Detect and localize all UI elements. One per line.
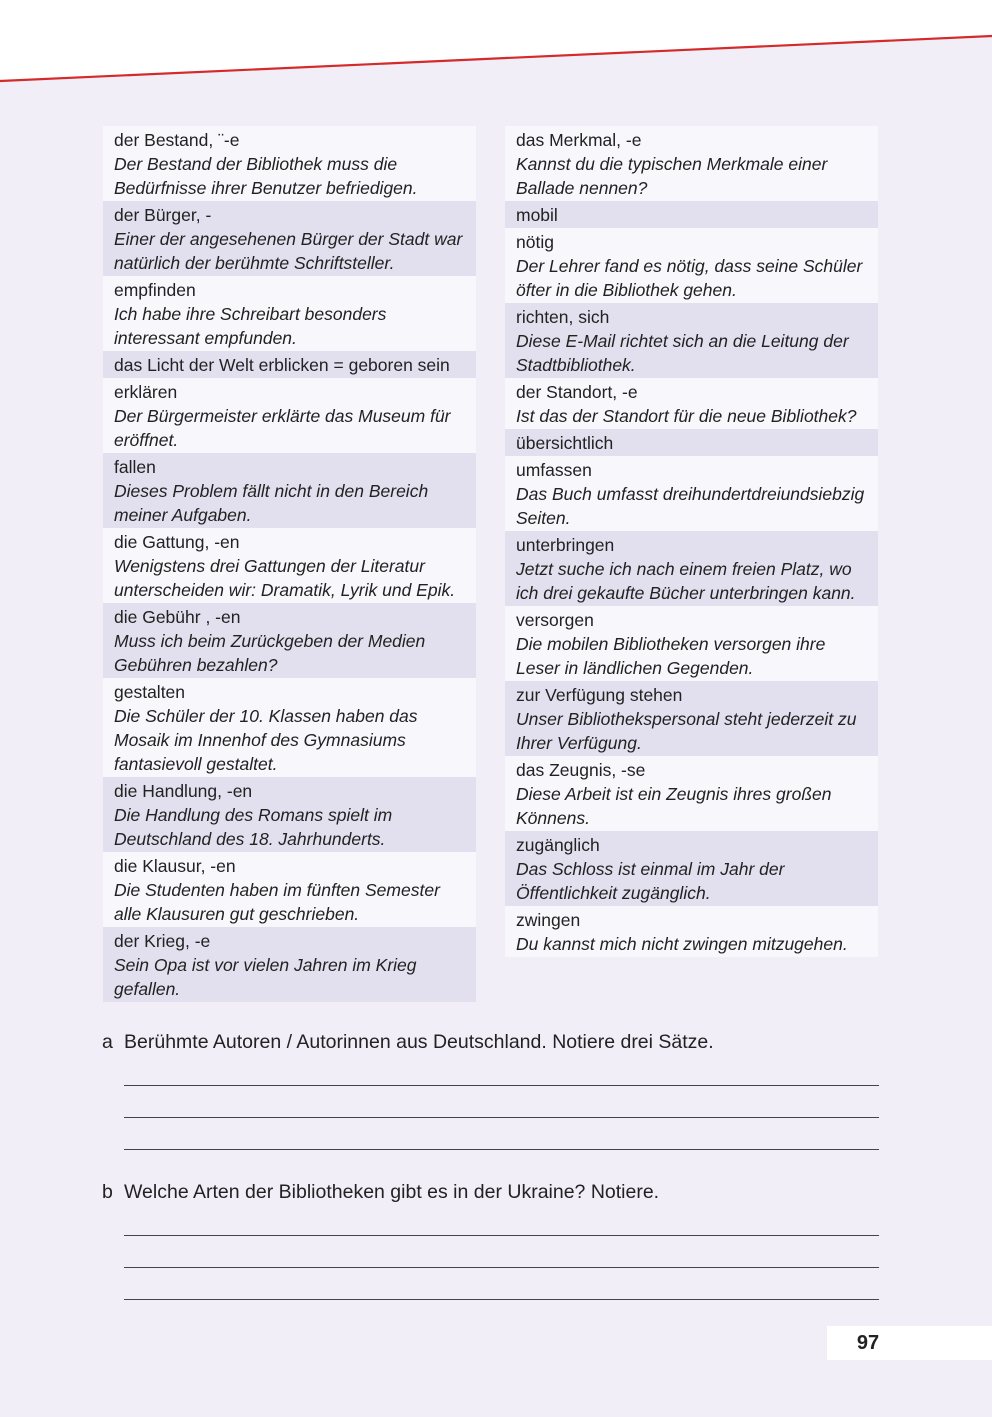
vocab-entry: [505, 756, 878, 831]
vocab-headword: die Handlung, -en: [114, 781, 253, 801]
vocab-headword: fallen: [114, 457, 156, 477]
vocab-entry: [103, 276, 476, 351]
task-letter: a: [102, 1031, 113, 1053]
answer-line[interactable]: [124, 1149, 879, 1150]
vocab-entry: [505, 429, 878, 456]
vocab-headword: die Gattung, -en: [114, 532, 240, 552]
vocab-example: Die Schüler der 10. Klassen haben das Mosaik im Innenhof des Gymnasiums fantasievoll gestaltet.: [114, 706, 418, 774]
vocab-example: Du kannst mich nicht zwingen mitzugehen.: [516, 934, 848, 954]
vocab-example: Diese E-Mail richtet sich an die Leitung der Stadtbibliothek.: [516, 331, 849, 375]
vocab-example: Sein Opa ist vor vielen Jahren im Krieg gefallen.: [114, 955, 417, 999]
vocab-example: Dieses Problem fällt nicht in den Bereich meiner Aufgaben.: [114, 481, 429, 525]
vocab-headword: nötig: [516, 232, 554, 252]
vocab-example: Diese Arbeit ist ein Zeugnis ihres großen Könnens.: [516, 784, 832, 828]
vocab-column-right: [505, 126, 878, 957]
header-band: [0, 0, 992, 110]
vocab-example: Unser Bibliothekspersonal steht jederzeit zu Ihrer Verfügung.: [516, 709, 857, 753]
vocab-entry: [505, 531, 878, 606]
vocab-headword: zur Verfügung stehen: [516, 685, 683, 705]
vocab-headword: umfassen: [516, 460, 592, 480]
vocab-entry: [505, 456, 878, 531]
vocab-example: Wenigstens drei Gattungen der Literatur unterscheiden wir: Dramatik, Lyrik und Epik.: [114, 556, 456, 600]
vocab-headword: die Gebühr , -en: [114, 607, 241, 627]
vocab-headword: der Bestand, ¨-e: [114, 130, 240, 150]
vocab-headword: der Standort, -e: [516, 382, 638, 402]
vocab-entry: [103, 603, 476, 678]
vocab-headword: übersichtlich: [516, 433, 614, 453]
task-b: [102, 1179, 659, 1205]
vocab-entry: [103, 201, 476, 276]
vocab-entry: [103, 351, 476, 378]
vocab-headword: gestalten: [114, 682, 186, 702]
vocab-example: Einer der angesehenen Bürger der Stadt war natürlich der berühmte Schriftsteller.: [114, 229, 463, 273]
vocab-headword: der Krieg, -e: [114, 931, 211, 951]
task-text: Welche Arten der Bibliotheken gibt es in der Ukraine? Notiere.: [124, 1181, 660, 1203]
vocab-entry: [505, 228, 878, 303]
vocab-example: Das Buch umfasst dreihundertdreiundsiebzig Seiten.: [516, 484, 865, 528]
answer-line[interactable]: [124, 1299, 879, 1300]
vocab-headword: empfinden: [114, 280, 196, 300]
vocab-headword: die Klausur, -en: [114, 856, 236, 876]
vocab-example: Der Bestand der Bibliothek muss die Bedürfnisse ihrer Benutzer befriedigen.: [114, 154, 418, 198]
vocab-entry: [505, 126, 878, 201]
vocab-headword: unterbringen: [516, 535, 615, 555]
vocab-headword: das Licht der Welt erblicken = geboren sein: [114, 355, 450, 375]
vocab-entry: [505, 303, 878, 378]
vocab-example: Die Handlung des Romans spielt im Deutschland des 18. Jahrhunderts.: [114, 805, 393, 849]
answer-line[interactable]: [124, 1085, 879, 1086]
task-a: [102, 1029, 714, 1055]
vocab-headword: zwingen: [516, 910, 581, 930]
page-number-box: [827, 1326, 992, 1360]
vocab-entry: [103, 852, 476, 927]
vocab-entry: [505, 831, 878, 906]
vocab-entry: [103, 378, 476, 453]
vocab-example: Die Studenten haben im fünften Semester alle Klausuren gut geschrieben.: [114, 880, 440, 924]
vocab-entry: [103, 126, 476, 201]
vocab-headword: versorgen: [516, 610, 594, 630]
answer-line[interactable]: [124, 1117, 879, 1118]
vocab-entry: [505, 606, 878, 681]
vocab-headword: das Merkmal, -e: [516, 130, 642, 150]
vocab-entry: [103, 453, 476, 528]
vocab-headword: der Bürger, -: [114, 205, 212, 225]
answer-line[interactable]: [124, 1267, 879, 1268]
answer-line[interactable]: [124, 1235, 879, 1236]
vocab-example: Der Bürgermeister erklärte das Museum für eröffnet.: [114, 406, 451, 450]
vocab-entry: [103, 528, 476, 603]
vocab-column-left: [103, 126, 476, 1002]
vocab-headword: richten, sich: [516, 307, 610, 327]
task-letter: b: [102, 1181, 113, 1203]
vocab-entry: [103, 927, 476, 1002]
task-text: Berühmte Autoren / Autorinnen aus Deutschland. Notiere drei Sätze.: [124, 1031, 714, 1053]
vocab-example: Muss ich beim Zurückgeben der Medien Gebühren bezahlen?: [114, 631, 426, 675]
vocab-example: Das Schloss ist einmal im Jahr der Öffentlichkeit zugänglich.: [516, 859, 785, 903]
vocab-example: Ist das der Standort für die neue Bibliothek?: [516, 406, 857, 426]
vocab-example: Kannst du die typischen Merkmale einer Ballade nennen?: [516, 154, 828, 198]
vocab-headword: erklären: [114, 382, 178, 402]
vocab-entry: [103, 678, 476, 777]
vocab-entry: [505, 906, 878, 957]
vocab-headword: zugänglich: [516, 835, 600, 855]
vocab-example: Die mobilen Bibliotheken versorgen ihre Leser in ländlichen Gegenden.: [516, 634, 826, 678]
vocab-example: Ich habe ihre Schreibart besonders interessant empfunden.: [114, 304, 387, 348]
vocab-headword: mobil: [516, 205, 558, 225]
vocab-entry: [505, 378, 878, 429]
vocab-example: Jetzt suche ich nach einem freien Platz, wo ich drei gekaufte Bücher unterbringen kann.: [516, 559, 856, 603]
vocab-example: Der Lehrer fand es nötig, dass seine Schüler öfter in die Bibliothek gehen.: [516, 256, 863, 300]
page-number: 97: [856, 1332, 880, 1354]
vocab-entry: [505, 201, 878, 228]
vocab-entry: [103, 777, 476, 852]
vocab-entry: [505, 681, 878, 756]
vocab-headword: das Zeugnis, -se: [516, 760, 646, 780]
